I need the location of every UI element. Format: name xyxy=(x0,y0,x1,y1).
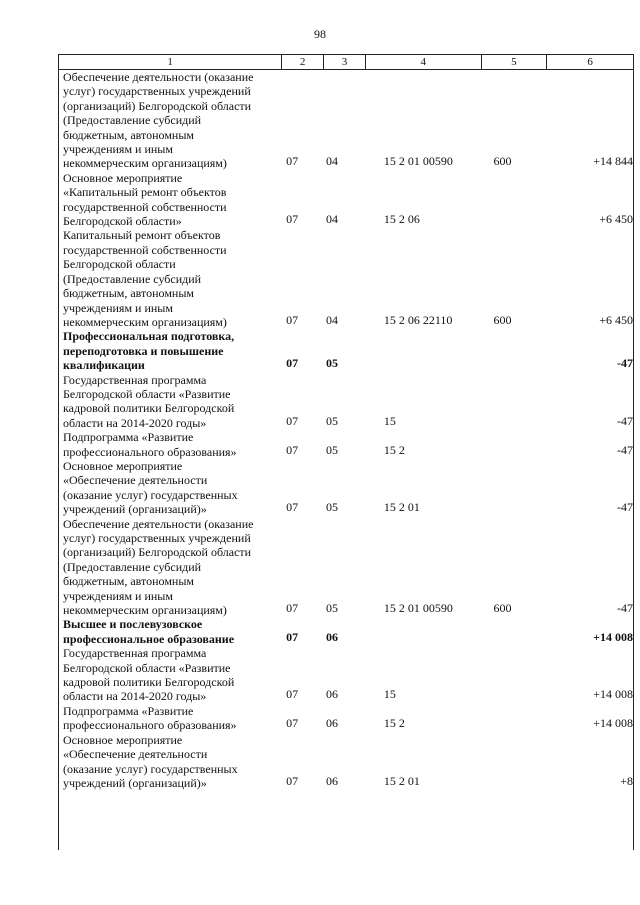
section-code: 07 xyxy=(286,154,299,169)
subsection-code: 04 xyxy=(326,154,339,169)
row-description xyxy=(59,646,282,704)
target-article-code: 15 2 01 xyxy=(383,773,420,788)
target-article-code: 15 2 xyxy=(383,716,405,731)
section-code: 07 xyxy=(286,212,299,227)
budget-table xyxy=(58,54,634,850)
description-line: (организаций) Белгородской области xyxy=(63,98,252,113)
amount-change: +14 008 xyxy=(593,629,633,644)
target-article-code: 15 2 01 00590 xyxy=(383,154,453,169)
expense-type-code: 600 xyxy=(493,154,512,169)
description-line: (оказание услуг) государственных xyxy=(63,761,238,776)
description-line: кадровой политики Белгородской xyxy=(63,675,235,690)
description-line: некоммерческим организациям) xyxy=(63,156,227,171)
table-row xyxy=(59,617,633,646)
description-line: Обеспечение деятельности (оказание xyxy=(63,70,254,84)
description-line: Обеспечение деятельности (оказание xyxy=(63,516,254,531)
section-code: 07 xyxy=(286,312,299,327)
description-line: (организаций) Белгородской области xyxy=(63,545,252,560)
table-row xyxy=(59,70,633,171)
header-col-3: 3 xyxy=(324,55,366,69)
table-row xyxy=(59,646,633,704)
table-row xyxy=(59,517,633,618)
row-description xyxy=(59,329,282,372)
expense-type-code xyxy=(482,702,548,704)
description-line: некоммерческим организациям) xyxy=(63,603,227,618)
amount-change: +14 008 xyxy=(593,687,633,702)
expense-type-code xyxy=(482,515,548,517)
description-line: Высшее и послевузовское xyxy=(63,617,203,632)
target-article-code: 15 xyxy=(383,413,396,428)
table-row xyxy=(59,430,633,459)
row-description xyxy=(59,70,282,171)
description-line: Подпрограмма «Развитие xyxy=(63,703,194,718)
description-line: учреждений (организаций)» xyxy=(63,502,207,517)
description-line: Профессиональная подготовка, xyxy=(63,329,235,344)
section-code: 07 xyxy=(286,601,299,616)
target-article-code: 15 2 01 xyxy=(383,500,420,515)
section-code: 07 xyxy=(286,500,299,515)
subsection-code: 05 xyxy=(326,442,339,457)
expense-type-code xyxy=(482,371,548,373)
description-line: Государственная программа xyxy=(63,646,207,661)
table-row xyxy=(59,704,633,733)
header-col-1: 1 xyxy=(59,55,282,69)
amount-change: -47 xyxy=(616,356,633,371)
row-description xyxy=(59,228,282,329)
expense-type-code: 600 xyxy=(493,312,512,327)
target-article-code xyxy=(366,644,482,646)
description-line: Основное мероприятие xyxy=(63,732,183,747)
description-line: кадровой политики Белгородской xyxy=(63,401,235,416)
table-header xyxy=(58,54,634,70)
description-line: некоммерческим организациям) xyxy=(63,314,227,329)
header-col-6: 6 xyxy=(587,56,593,68)
expense-type-code xyxy=(482,457,548,459)
subsection-code: 05 xyxy=(326,601,339,616)
description-line: Подпрограмма «Развитие xyxy=(63,430,194,445)
expense-type-code xyxy=(482,428,548,430)
row-description xyxy=(59,733,282,791)
row-description xyxy=(59,704,282,733)
expense-type-code xyxy=(482,731,548,733)
target-article-code: 15 xyxy=(383,687,396,702)
target-article-code: 15 2 xyxy=(383,442,405,457)
description-line: «Обеспечение деятельности xyxy=(63,473,208,488)
description-line: учреждений (организаций)» xyxy=(63,775,207,790)
description-line: услуг) государственных учреждений xyxy=(63,531,251,545)
amount-change: +14 008 xyxy=(593,716,633,731)
description-line: Белгородской области» xyxy=(63,214,182,229)
subsection-code: 05 xyxy=(326,500,339,515)
description-line: области на 2014-2020 годы» xyxy=(63,415,207,430)
section-code: 07 xyxy=(286,773,299,788)
amount-change: -47 xyxy=(616,442,633,457)
description-line: учреждениям и иным xyxy=(63,588,173,603)
amount-change: -47 xyxy=(616,601,633,616)
expense-type-code xyxy=(482,226,548,228)
description-line: Белгородской области «Развитие xyxy=(63,660,231,675)
description-line: (оказание услуг) государственных xyxy=(63,487,238,502)
subsection-code: 05 xyxy=(326,356,339,371)
subsection-code: 04 xyxy=(326,212,339,227)
header-col-4: 4 xyxy=(366,55,482,69)
description-line: «Обеспечение деятельности xyxy=(63,747,208,762)
description-line: профессионального образования» xyxy=(63,718,237,733)
description-line: Основное мероприятие xyxy=(63,458,183,473)
description-line: Белгородской области «Развитие xyxy=(63,386,231,401)
subsection-code: 05 xyxy=(326,413,339,428)
row-description xyxy=(59,517,282,618)
description-line: бюджетным, автономным xyxy=(63,286,194,301)
row-description xyxy=(59,373,282,431)
expense-type-code: 600 xyxy=(493,601,512,616)
section-code: 07 xyxy=(286,413,299,428)
amount-change: -47 xyxy=(616,500,633,515)
description-line: области на 2014-2020 годы» xyxy=(63,689,207,704)
description-line: «Капитальный ремонт объектов xyxy=(63,185,227,200)
target-article-code xyxy=(366,371,482,373)
description-line: Белгородской области xyxy=(63,257,176,272)
header-col-5: 5 xyxy=(482,55,548,69)
description-line: бюджетным, автономным xyxy=(63,127,194,142)
amount-change: +6 450 xyxy=(599,312,633,327)
expense-type-code xyxy=(482,788,548,790)
amount-change: -47 xyxy=(616,413,633,428)
amount-change: +14 844 xyxy=(593,154,633,169)
description-line: (Предоставление субсидий xyxy=(63,271,202,286)
description-line: профессиональное образование xyxy=(63,631,235,646)
subsection-code: 06 xyxy=(326,773,339,788)
subsection-code: 06 xyxy=(326,716,339,731)
amount-change: +8 xyxy=(620,773,633,788)
description-line: (Предоставление субсидий xyxy=(63,559,202,574)
table-row xyxy=(59,373,633,431)
description-line: Капитальный ремонт объектов xyxy=(63,228,221,243)
header-col-2: 2 xyxy=(282,55,324,69)
description-line: государственной собственности xyxy=(63,199,227,214)
row-description xyxy=(59,617,282,646)
description-line: Основное мероприятие xyxy=(63,170,183,185)
table-row xyxy=(59,171,633,229)
section-code: 07 xyxy=(286,356,299,371)
expense-type-code xyxy=(482,644,548,646)
table-row xyxy=(59,459,633,517)
target-article-code: 15 2 06 xyxy=(383,212,420,227)
table-row xyxy=(59,733,633,791)
section-code: 07 xyxy=(286,687,299,702)
description-line: (Предоставление субсидий xyxy=(63,113,202,128)
section-code: 07 xyxy=(286,716,299,731)
description-line: бюджетным, автономным xyxy=(63,574,194,589)
subsection-code: 06 xyxy=(326,687,339,702)
description-line: государственной собственности xyxy=(63,242,227,257)
target-article-code: 15 2 06 22110 xyxy=(383,312,453,327)
description-line: Государственная программа xyxy=(63,372,207,387)
description-line: профессионального образования» xyxy=(63,444,237,459)
section-code: 07 xyxy=(286,629,299,644)
page-number: 98 xyxy=(314,27,326,41)
description-line: учреждениям и иным xyxy=(63,142,173,157)
subsection-code: 06 xyxy=(326,629,339,644)
table-body xyxy=(58,70,634,850)
subsection-code: 04 xyxy=(326,312,339,327)
description-line: услуг) государственных учреждений xyxy=(63,84,251,99)
table-row xyxy=(59,329,633,372)
amount-change: +6 450 xyxy=(599,212,633,227)
row-description xyxy=(59,171,282,229)
description-line: переподготовка и повышение xyxy=(63,343,224,358)
description-line: квалификации xyxy=(63,358,145,373)
target-article-code: 15 2 01 00590 xyxy=(383,601,453,616)
section-code: 07 xyxy=(286,442,299,457)
row-description xyxy=(59,459,282,517)
row-description xyxy=(59,430,282,459)
description-line: учреждениям и иным xyxy=(63,300,173,315)
table-row xyxy=(59,228,633,329)
